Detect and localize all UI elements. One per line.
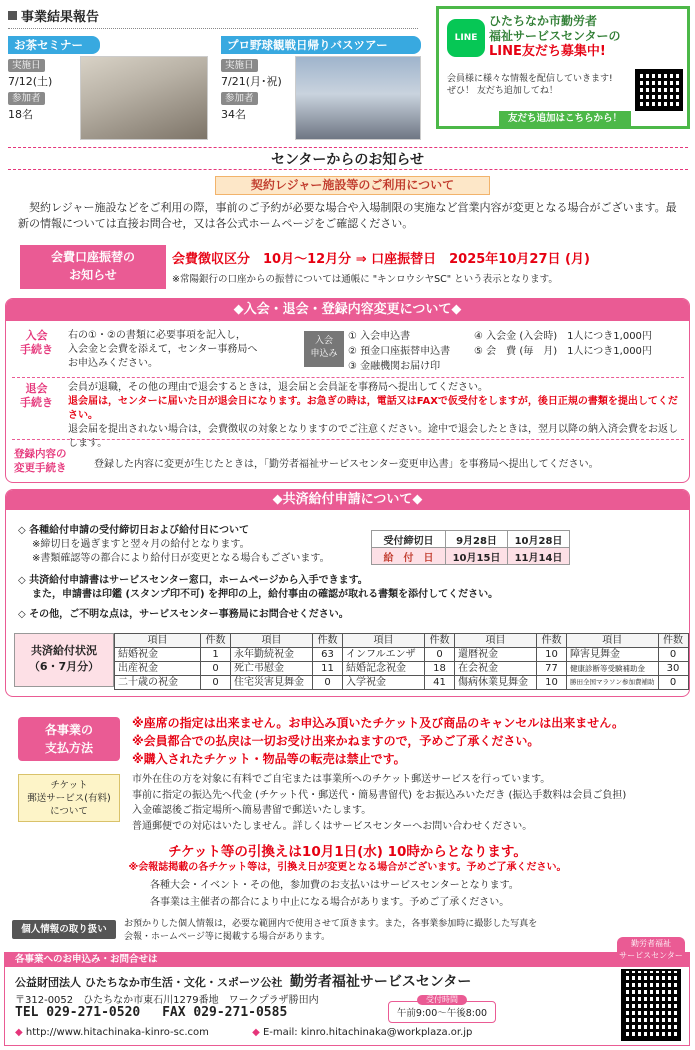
footer-tel[interactable]: TEL 029-271-0520 [15,1005,141,1020]
join-label: 入会 手続き [20,329,53,356]
event-name: お茶セミナー [8,36,100,54]
fee-item: ④ 入会金 (入会時) 1人につき1,000円 [474,331,652,342]
change-body: 登録した内容に変更が生じたときは，「勤労者福祉サービスセンター変更申込書」を事務局へ提出してください。 [94,459,599,470]
privacy-label: 個人情報の取り扱い [12,920,116,939]
line-title-2: 福祉サービスセンターの [489,29,621,43]
line-title-1: ひたちなか市勤労者 [489,14,598,28]
report-section [8,6,426,146]
line-body-2: ぜひ！ 友だち追加してね！ [447,86,558,96]
square-icon [8,11,17,20]
business-note: ※購入されたチケット・物品等の転売は禁止です。 [132,752,406,766]
ticket-service-label: チケット 郵送サービス(有料) について [18,774,120,822]
footer-email[interactable]: E-mail: kinro.hitachinaka@workplaza.or.jp [262,1027,473,1038]
footer-web[interactable]: http://www.hitachinaka-kinro-sc.com [25,1027,209,1038]
diamond-icon: ◆ [252,1027,260,1038]
doc-item: ③ 金融機関お届け印 [348,361,441,372]
hours-label: 受付時間 [417,995,467,1005]
event-card [8,36,213,122]
table-row: 二十歳の祝金 0 住宅災害見舞金 0 入学祝金 41 傷病休業見舞金 10 勝田全国マラソン参加費補助 0 [115,676,689,690]
doc-item: ① 入会申込書 [348,331,411,342]
line-title-3: LINE友だち募集中! [489,44,606,59]
fee-main: 会費徴収区分 10月～12月分 ⇒ 口座振替日 2025年10月27日 (月) [172,252,590,267]
event-photo [295,56,421,140]
event-participants: 34名 [221,108,246,121]
leave-label: 退会 手続き [20,382,53,409]
fee-note: ※常陽銀行の口座からの振替については通帳に "キンロウシヤSC" という表示となります。 [172,274,558,285]
deadline-table: 受付締切日 9月28日 10月28日 給 付 日 10月15日 11月14日 [371,530,570,565]
table-row: 出産祝金 0 死亡弔慰金 11 結婚記念祝金 18 在会祝金 77 健康診断等受験補助金 30 [115,662,689,676]
misc-note: 各事業は主催者の都合により中止になる場合があります。予めご了承ください。 [150,897,510,908]
hours-value: 午前9:00～午後8:00 [396,1008,488,1019]
exchange-note: ※会報誌掲載の各チケット等は，引換え日が変更となる場合がございます。予めご了承ください。 [128,862,567,873]
membership-title: ◆入会・退会・登録内容変更について◆ [6,299,689,321]
fee-item: ⑤ 会 費 (毎 月) 1人につき1,000円 [474,346,652,357]
event-participants: 18名 [8,108,33,121]
misc-note: 各種大会・イベント・その他，参加費のお支払いはサービスセンターとなります。 [150,880,519,891]
notice-title: センターからのお知らせ [270,152,425,168]
hours-box [388,995,496,1023]
leisure-title: 契約レジャー施設等のご利用について [215,176,490,195]
line-body-1: 会員様に様々な情報を配信していきます! [447,74,613,84]
diamond-icon: ◆ [15,1027,23,1038]
fee-label: 会費口座振替の お知らせ [20,245,166,289]
business-note: ※会員都合での払戻は一切お受け出来かねますので，予めご了承ください。 [132,734,540,748]
event-name: プロ野球観戦日帰りバスツアー [221,36,421,54]
change-label: 登録内容の 変更手続き [14,448,67,474]
doc-item: ② 預金口座振替申込書 [348,346,451,357]
business-label: 各事業の 支払方法 [18,717,120,761]
date-label: 実施日 [221,59,258,72]
line-logo-icon: LINE [447,19,485,57]
footer [4,939,690,1046]
footer-qr-code[interactable] [621,969,681,1041]
date-label: 実施日 [8,59,45,72]
apply-label: 入会 申込み [304,331,344,367]
mutual-title: ◆共済給付申請について◆ [6,490,689,510]
line-box [436,6,690,129]
business-note: ※座席の指定は出来ません。お申込み頂いたチケット及び商品のキャンセルは出来ません。 [132,716,625,730]
footer-address: 〒312-0052 ひたちなか市東石川1279番地 ワークプラザ勝田内 [15,995,319,1006]
mutual-section: ◆共済給付申請について◆ ◇ 各種給付申請の受付締切日および給付日について ※締切日を過ぎますと翌々月の給付となります。 ※書類確認等の都合により給付日が変更となる場合もございます。 受付締切日 9月28日 10月28日 給 付 日 10月15日 11月14日 ◇ 共済給付申請書はサービスセンター窓口，ホームページから入手できます。 また，申請書は印鑑 (スタンプ印不可) を押印の上，給付事由の確認が取れる書類を添付してください。 ◇ その他，ご不明な点は，サービスセンター事務局にお問合せください。 共済給付状況 （6・7月分） 項目 件数 項目 件数 項目 件数 項目 件数 項目 件数 結婚祝金 1 永年勤続祝金 63 インフルエンザ 0 還暦祝金 10 障害見舞金 0 出産祝金 0 死亡弔慰金 11 結婚記念祝金 18 在会祝金 77 健康診断等受験補助金 30 二十歳の祝金 0 住宅災害見舞金 0 入学祝金 41 傷病休業見舞金 10 勝田全国マラソン参加費補助 0 [5,489,690,697]
benefit-status-table: 項目 件数 項目 件数 項目 件数 項目 件数 項目 件数 結婚祝金 1 永年勤続祝金 63 インフルエンザ 0 還暦祝金 10 障害見舞金 0 出産祝金 0 死亡弔慰金 11 結婚記念祝金 18 在会祝金 77 健康診断等受験補助金 30 二十歳の祝金 0 住宅災害見舞金 0 入学祝金 41 傷病休業見舞金 10 勝田全国マラソン参加費補助 0 [114,633,689,690]
table-row: 結婚祝金 1 永年勤続祝金 63 インフルエンザ 0 還暦祝金 10 障害見舞金 0 [115,648,689,662]
leisure-body: 契約レジャー施設などをご利用の際，事前のご予約が必要な場合や入場制限の実施など営業内容が変更となる場合がございます。最新の情報については直接お問合せ，又は各公式ホームページをご確認ください。 [18,201,677,230]
footer-band: 各事業へのお申込み・お問合せは [5,953,689,967]
status-label: 共済給付状況 （6・7月分） [14,633,114,687]
exchange-notice: チケット等の引換えは10月1日(水) 10時からとなります。 [168,844,527,860]
line-qr-code[interactable] [635,69,683,111]
center-badge: 勤労者福祉 サービスセンター [617,937,685,963]
participants-label: 参加者 [8,92,45,105]
org-name: 公益財団法人 ひたちなか市生活・文化・スポーツ公社 [15,976,283,989]
line-add-friend-button[interactable]: 友だち追加はこちらから！ [499,111,631,126]
membership-section: ◆入会・退会・登録内容変更について◆ 入会 手続き 右の①・②の書類に必要事項を記入し， 入会金と会費を添えて，センター事務局へ お申込みください。 入会 申込み ① 入会申込書 ② 預金口座振替申込書 ③ 金融機関お届け印 ④ 入会金 (入会時) 1人につき1,000円 ⑤ 会 費 (毎 月) 1人につき1,000円 退会 手続き 会員が退職，その他の理由で退会するときは，退会届と会員証を事務局へ提出してください。 退会届は，センターに届いた日が退会日になります。お急ぎの時は，電話又はFAXで仮受付をしますが，後日正規の書類を提出してください。 退会届を提出されない場合は，会費徴収の対象となりますのでご注意ください。途中で退会したときは，翌月以降の納入済会費をお返しします。 登録内容の 変更手続き 登録した内容に変更が生じたときは，「勤労者福祉サービスセンター変更申込書」を事務局へ提出してください。 [5,298,690,483]
event-date: 7/12(土) [8,75,53,88]
participants-label: 参加者 [221,92,258,105]
footer-fax[interactable]: FAX 029-271-0585 [162,1005,288,1020]
event-photo [80,56,208,140]
report-title: 事業結果報告 [8,6,426,25]
event-card [221,36,426,122]
event-date: 7/21(月･祝) [221,75,282,88]
org-name-big: 勤労者福祉サービスセンター [289,974,472,990]
